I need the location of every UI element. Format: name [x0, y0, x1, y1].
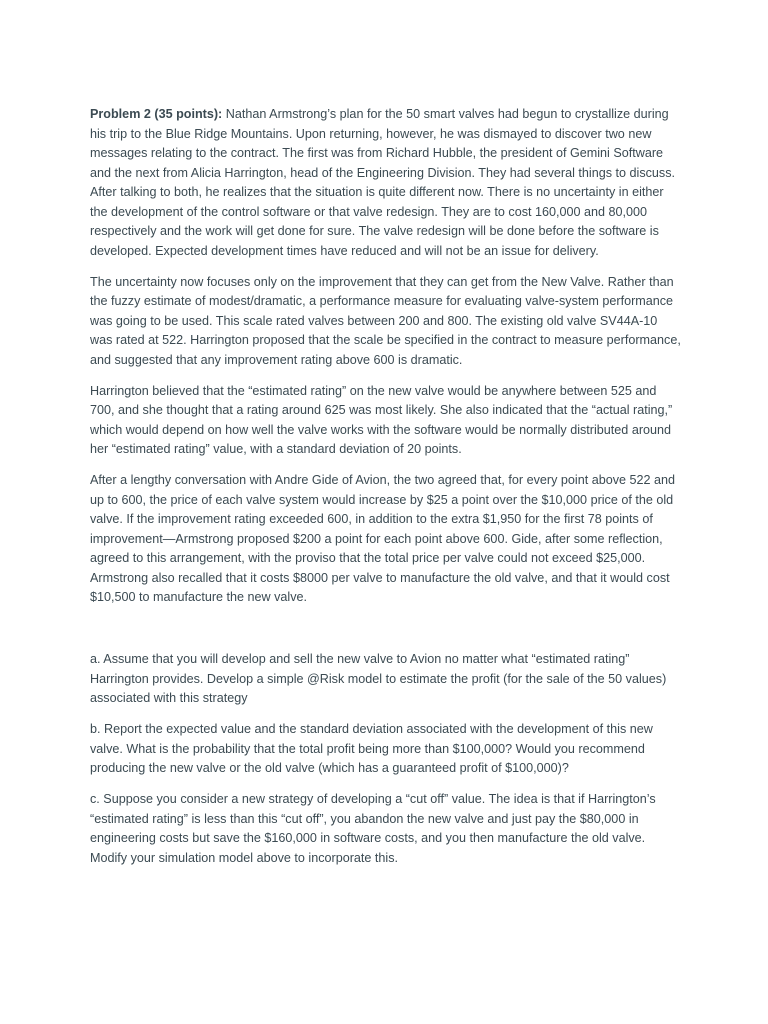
problem-heading: Problem 2 (35 points): [90, 107, 223, 121]
uncertainty-paragraph: The uncertainty now focuses only on the improvement that they can get from the New Valve. Rather than the fuzzy estimate of modest/dramatic, a performance measure for evaluating valve-system performance was going to be used. This scale rated valves between 200 and 800. The existing old valve SV44A-10 was rated at 522. Harrington proposed that the scale be specified in the contract to measure performance, and suggested that any improvement rating above 600 is dramatic. [90, 274, 681, 367]
problem-intro-text: Nathan Armstrong’s plan for the 50 smart valves had begun to crystallize during his trip to the Blue Ridge Mountains. Upon returning, however, he was dismayed to discover two new messages relating to the contract. The first was from Richard Hubble, the president of Gemini Software and the next from Alicia Harrington, head of the Engineering Division. They had several things to discuss. After talking to both, he realizes that the situation is quite different now. There is no uncertainty in either the development of the control software or that valve redesign. They are to cost 160,000 and 80,000 respectively and the work will get done for sure. The valve redesign will be done before the software is developed. Expected development times have reduced and will not be an issue for delivery. [90, 107, 676, 258]
pricing-paragraph: After a lengthy conversation with Andre Gide of Avion, the two agreed that, for every point above 522 and up to 600, the price of each valve system would increase by $25 a point over the $10,000 price of the old valve. If the improvement rating exceeded 600, in addition to the extra $1,950 for the first 78 points of improvement—Armstrong proposed $200 a point for each point above 600. Gide, after some reflection, agreed to this arrangement, with the proviso that the total price per valve could not exceed $25,000. Armstrong also recalled that it costs $8000 per valve to manufacture the old valve, and that it would cost $10,500 to manufacture the new valve. [90, 473, 676, 604]
question-a: a. Assume that you will develop and sell the new valve to Avion no matter what “estimated rating” Harrington provides. Develop a simple @Risk model to estimate the profit (for the sale of the 50 values) associated with this strategy [90, 652, 667, 705]
question-b: b. Report the expected value and the standard deviation associated with the development of this new valve. What is the probability that the total profit being more than $100,000? Would you recommend producing the new valve or the old valve (which has a guaranteed profit of $100,000)? [90, 722, 653, 775]
question-c: c. Suppose you consider a new strategy of developing a “cut off” value. The idea is that if Harrington’s “estimated rating” is less than this “cut off”, you abandon the new valve and just pay the $80,000 in engineering costs but save the $160,000 in software costs, and you then manufacture the old valve. Modify your simulation model above to incorporate this. [90, 792, 656, 865]
estimated-rating-paragraph: Harrington believed that the “estimated rating” on the new valve would be anywhere between 525 and 700, and she thought that a rating around 625 was most likely. She also indicated that the “actual rating,” which would depend on how well the valve works with the software would be normally distributed around her “estimated rating” value, with a standard deviation of 20 points. [90, 383, 673, 456]
document-page [90, 105, 682, 880]
problem-intro-paragraph [90, 105, 682, 261]
section-spacer [90, 619, 682, 650]
